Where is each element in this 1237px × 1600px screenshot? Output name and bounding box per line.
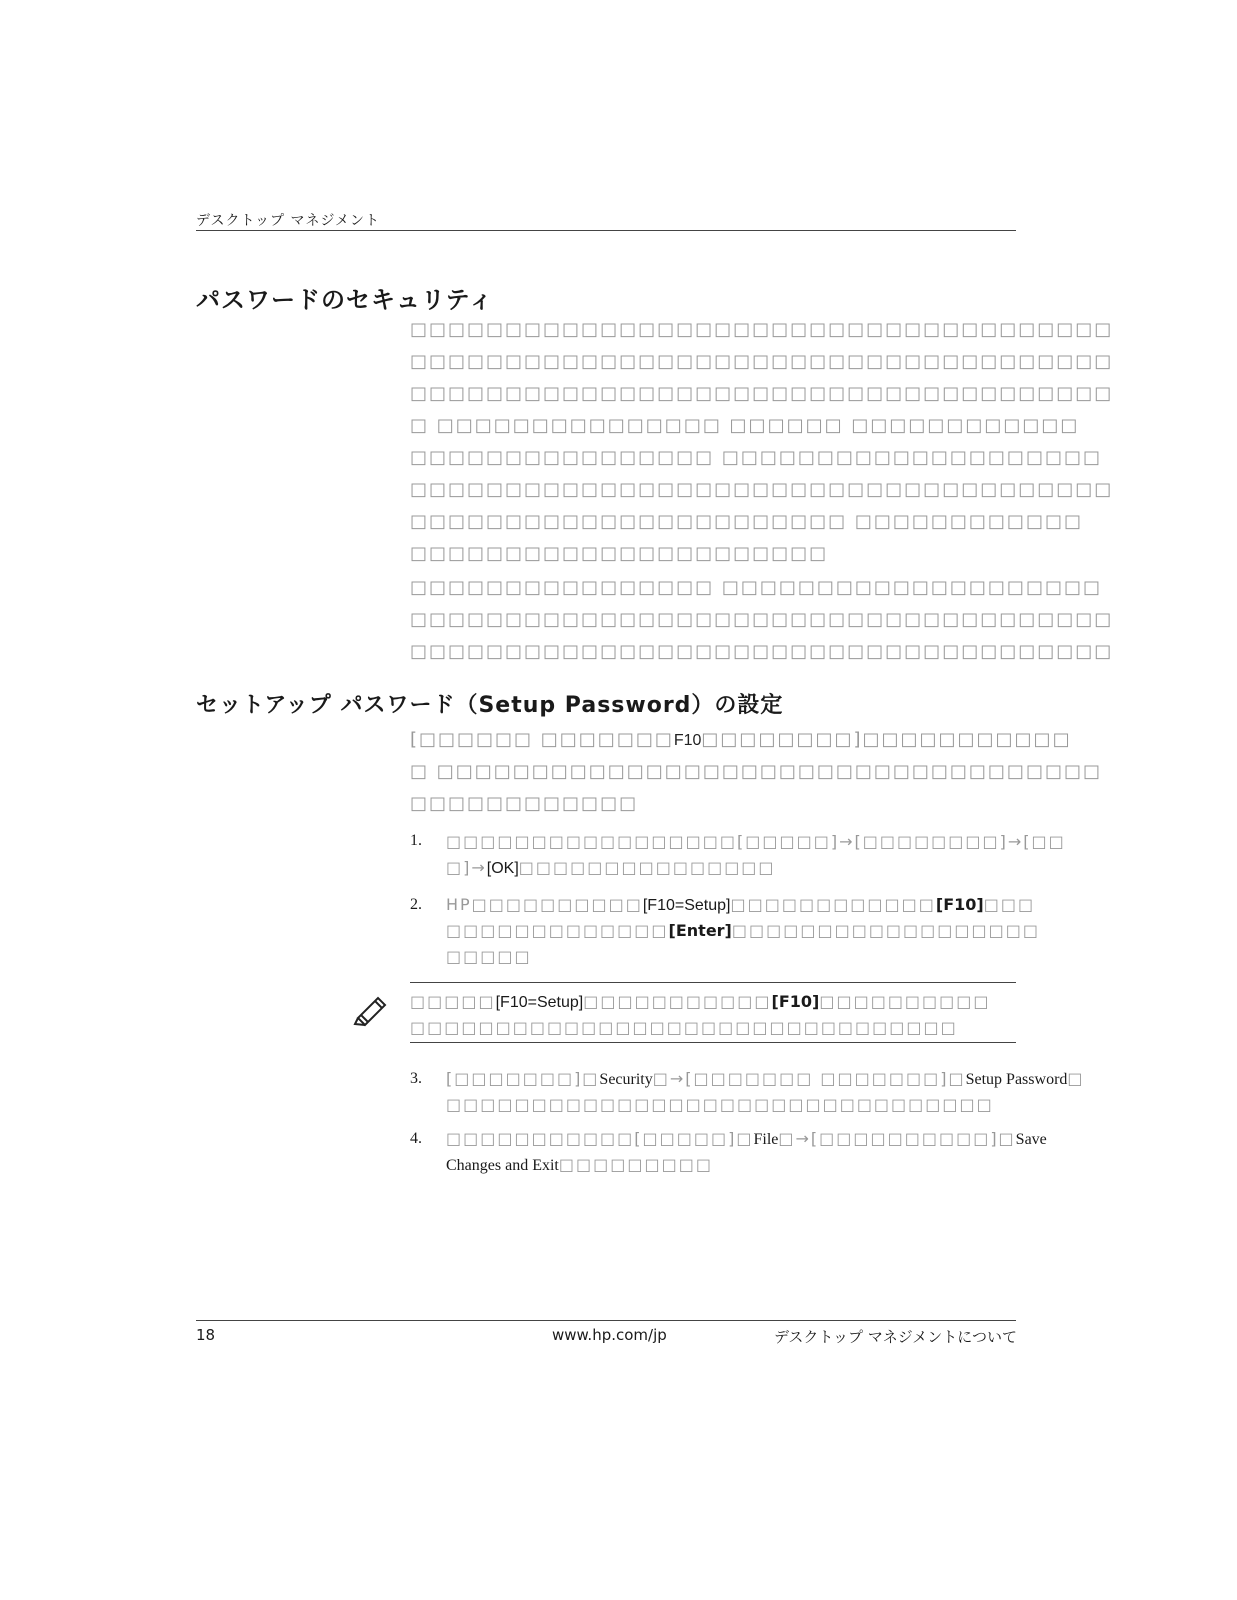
step-text: □□□□□□□□□□□□□□□ xyxy=(518,858,776,877)
step-line xyxy=(446,855,1016,881)
setup-password-label: Setup Password xyxy=(965,1071,1068,1088)
f10-setup-label: [F10=Setup] xyxy=(495,994,584,1011)
section-title-password-security: パスワードのセキュリティ xyxy=(196,286,494,314)
note-segment: □□□□□□□□□□ xyxy=(819,992,991,1011)
step-text: □□□□□□□□□ xyxy=(558,1155,713,1174)
step-text: □□□□□□□□□□□□□□□□□□ xyxy=(731,921,1040,940)
step-text: [□□□□□□□]□ xyxy=(446,1069,600,1088)
step-1 xyxy=(446,829,1066,881)
f10-key: [F10] xyxy=(935,895,984,914)
step-number: 4. xyxy=(410,1130,422,1147)
save-label: Save xyxy=(1015,1131,1047,1148)
intro-line-3: □□□□□□□□□□□□ xyxy=(410,793,639,814)
step-text: □→[□□□□□□□□□□]□ xyxy=(778,1129,1016,1148)
step-text: □]→ xyxy=(446,858,487,877)
paragraph-line: □□□□□□□□□□□□□□□□□□□□□□□□□□□□□□□□□□□□□ xyxy=(410,319,1114,340)
note-bottom-rule xyxy=(410,1042,1016,1043)
section-title-setup-password: セットアップ パスワード（Setup Password）の設定 xyxy=(196,693,784,718)
save-changes-exit-label: Changes and Exit xyxy=(446,1157,559,1174)
step-line: □□□□□ xyxy=(446,947,532,966)
paragraph-line: □□□□□□□□□□□□□□□□ □□□□□□□□□□□□□□□□□□□□ xyxy=(410,577,1102,598)
paragraph-line: □□□□□□□□□□□□□□□□□□□□□□□□□□□□□□□□□□□□□ xyxy=(410,383,1114,404)
intro-text: [□□□□□□ □□□□□□□ xyxy=(410,729,674,750)
paragraph-line: □□□□□□□□□□□□□□□□□□□□□□□□□□□□□□□□□□□□□ xyxy=(410,351,1114,372)
step-number: 3. xyxy=(410,1070,422,1087)
security-menu-label: Security xyxy=(599,1071,653,1088)
paragraph-line: □□□□□□□□□□□□□□□□□□□□□□□□□□□□□□□□□□□□□ xyxy=(410,479,1114,500)
f10-setup-label: [F10=Setup] xyxy=(642,897,731,914)
section2-intro xyxy=(410,724,1102,820)
note-top-rule xyxy=(410,982,1016,983)
paragraph-2 xyxy=(410,572,1114,668)
paragraph-line: □ □□□□□□□□□□□□□□□ □□□□□□ □□□□□□□□□□□□ xyxy=(410,415,1080,436)
footer-title: デスクトップ マネジメントについて xyxy=(774,1328,1017,1346)
step-4 xyxy=(446,1126,1047,1178)
pencil-icon xyxy=(352,992,392,1035)
footer-rule xyxy=(196,1320,1016,1321)
step-text: HP□□□□□□□□□□ xyxy=(446,895,643,914)
paragraph-line: □□□□□□□□□□□□□□□□□□□□□□ xyxy=(410,543,829,564)
header-rule xyxy=(196,230,1016,231)
step-text: □□□ xyxy=(983,895,1036,914)
running-header: デスクトップ マネジメント xyxy=(196,213,381,229)
step-2 xyxy=(446,892,1040,970)
note-segment: □□□□□ xyxy=(410,992,496,1011)
f10-key: [F10] xyxy=(771,992,820,1011)
step-line xyxy=(446,1152,1016,1178)
paragraph-line: □□□□□□□□□□□□□□□□ □□□□□□□□□□□□□□□□□□□□ xyxy=(410,447,1102,468)
intro-text: □□□□□□□□]□□□□□□□□□□□ xyxy=(701,729,1072,750)
step-number: 2. xyxy=(410,896,422,913)
note-line xyxy=(410,989,1016,1015)
paragraph-1 xyxy=(410,314,1114,570)
intro-line-2: □ □□□□□□□□□□□□□□□□□□□□□□□□□□□□□□□□□□□ xyxy=(410,761,1102,782)
footer-url: www.hp.com/jp xyxy=(552,1326,667,1344)
step-text: □ xyxy=(1067,1069,1085,1088)
step-line: □□□□□□□□□□□□□□□□□□□□□□□□□□□□□□□□ xyxy=(446,1095,994,1114)
step-text: □□□□□□□□□□□□ xyxy=(730,895,936,914)
step-line xyxy=(446,918,1040,944)
note-text xyxy=(410,989,1016,1041)
intro-line-1 xyxy=(410,724,1072,756)
enter-key: [Enter] xyxy=(668,921,732,940)
file-menu-label: File xyxy=(753,1131,779,1148)
step-line: □□□□□□□□□□□□□□□□□[□□□□□]→[□□□□□□□□]→[□□ xyxy=(446,832,1066,851)
f10-key-label: F10 xyxy=(673,732,702,749)
paragraph-line: □□□□□□□□□□□□□□□□□□□□□□□□□□□□□□□□□□□□□ xyxy=(410,641,1114,662)
step-line xyxy=(446,1066,1085,1092)
step-text: □□□□□□□□□□□[□□□□□]□ xyxy=(446,1129,754,1148)
ok-label: [OK] xyxy=(486,860,519,877)
step-number: 1. xyxy=(410,832,422,849)
step-text: □→[□□□□□□□ □□□□□□□]□ xyxy=(652,1069,966,1088)
paragraph-line: □□□□□□□□□□□□□□□□□□□□□□□□□□□□□□□□□□□□□ xyxy=(410,609,1114,630)
paragraph-line: □□□□□□□□□□□□□□□□□□□□□□□ □□□□□□□□□□□□ xyxy=(410,511,1083,532)
step-line xyxy=(446,892,1036,918)
note-line: □□□□□□□□□□□□□□□□□□□□□□□□□□□□□□□□ xyxy=(410,1018,958,1037)
step-3 xyxy=(446,1066,1085,1118)
page-number: 18 xyxy=(196,1326,216,1344)
note-segment: □□□□□□□□□□□ xyxy=(583,992,772,1011)
step-line xyxy=(446,1126,1047,1152)
step-text: □□□□□□□□□□□□□ xyxy=(446,921,669,940)
